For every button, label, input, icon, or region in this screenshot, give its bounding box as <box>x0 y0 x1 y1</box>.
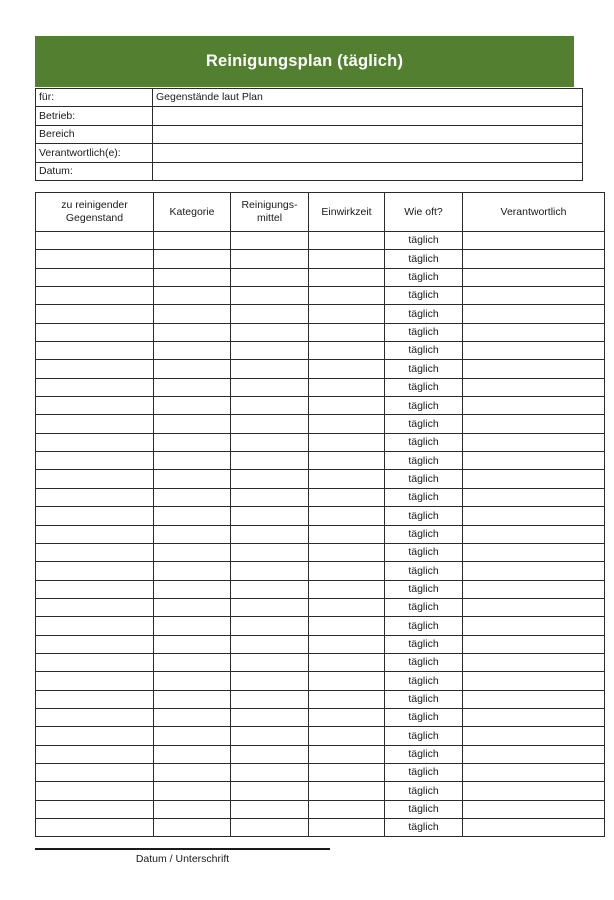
cell-responsible[interactable] <box>463 287 605 305</box>
table-row <box>36 672 605 690</box>
cell-agent[interactable] <box>231 763 309 781</box>
table-row <box>36 433 605 451</box>
table-row <box>36 708 605 726</box>
cell-category[interactable] <box>154 653 231 671</box>
cell-category[interactable] <box>154 819 231 837</box>
cell-often[interactable]: täglich <box>385 360 463 378</box>
cell-agent[interactable] <box>231 287 309 305</box>
signature-caption: Datum / Unterschrift <box>135 853 230 865</box>
cell-responsible[interactable] <box>463 745 605 763</box>
cell-object[interactable] <box>36 745 154 763</box>
header-info-value[interactable] <box>153 162 583 180</box>
header-info-value[interactable] <box>153 125 583 143</box>
cell-category[interactable] <box>154 763 231 781</box>
cell-responsible[interactable] <box>463 415 605 433</box>
cell-category[interactable] <box>154 507 231 525</box>
cell-object[interactable] <box>36 232 154 250</box>
cell-time[interactable] <box>309 250 385 268</box>
column-header-category: Kategorie <box>154 193 231 232</box>
cell-responsible[interactable] <box>463 727 605 745</box>
cell-often[interactable]: täglich <box>385 690 463 708</box>
cleaning-schedule-head <box>36 193 605 232</box>
cell-object[interactable] <box>36 580 154 598</box>
cell-category[interactable] <box>154 782 231 800</box>
header-info-row <box>36 107 583 125</box>
header-info-label: Betrieb: <box>36 107 153 125</box>
cell-category[interactable] <box>154 378 231 396</box>
cell-agent[interactable] <box>231 488 309 506</box>
cell-agent[interactable] <box>231 653 309 671</box>
cell-category[interactable] <box>154 745 231 763</box>
cell-often[interactable]: täglich <box>385 250 463 268</box>
table-row <box>36 342 605 360</box>
header-info-label: Datum: <box>36 162 153 180</box>
cell-often[interactable]: täglich <box>385 727 463 745</box>
table-row <box>36 452 605 470</box>
cell-object[interactable] <box>36 507 154 525</box>
cell-category[interactable] <box>154 525 231 543</box>
table-row <box>36 470 605 488</box>
cell-time[interactable] <box>309 452 385 470</box>
table-row <box>36 323 605 341</box>
table-row <box>36 745 605 763</box>
cell-object[interactable] <box>36 763 154 781</box>
cell-object[interactable] <box>36 617 154 635</box>
cell-category[interactable] <box>154 617 231 635</box>
cell-often[interactable]: täglich <box>385 562 463 580</box>
cell-often[interactable]: täglich <box>385 708 463 726</box>
cell-object[interactable] <box>36 305 154 323</box>
cell-responsible[interactable] <box>463 598 605 616</box>
table-row <box>36 507 605 525</box>
cell-time[interactable] <box>309 287 385 305</box>
cell-responsible[interactable] <box>463 782 605 800</box>
cell-agent[interactable] <box>231 323 309 341</box>
cell-often[interactable]: täglich <box>385 819 463 837</box>
cell-responsible[interactable] <box>463 635 605 653</box>
cell-often[interactable]: täglich <box>385 305 463 323</box>
cell-time[interactable] <box>309 763 385 781</box>
header-info-row <box>36 89 583 107</box>
table-header-row <box>36 193 605 232</box>
cell-object[interactable] <box>36 800 154 818</box>
cell-agent[interactable] <box>231 342 309 360</box>
cell-object[interactable] <box>36 727 154 745</box>
cell-category[interactable] <box>154 727 231 745</box>
cell-object[interactable] <box>36 470 154 488</box>
cell-category[interactable] <box>154 232 231 250</box>
cell-time[interactable] <box>309 580 385 598</box>
cell-responsible[interactable] <box>463 323 605 341</box>
cell-responsible[interactable] <box>463 342 605 360</box>
cell-agent[interactable] <box>231 360 309 378</box>
cell-agent[interactable] <box>231 470 309 488</box>
header-info-body <box>36 89 583 181</box>
cell-responsible[interactable] <box>463 268 605 286</box>
cell-category[interactable] <box>154 250 231 268</box>
column-header-object: zu reinigender Gegenstand <box>36 193 154 232</box>
cell-agent[interactable] <box>231 232 309 250</box>
cell-agent[interactable] <box>231 617 309 635</box>
cell-agent[interactable] <box>231 819 309 837</box>
cell-category[interactable] <box>154 470 231 488</box>
cell-responsible[interactable] <box>463 305 605 323</box>
cell-object[interactable] <box>36 287 154 305</box>
cell-category[interactable] <box>154 672 231 690</box>
cell-time[interactable] <box>309 232 385 250</box>
header-info-label: Verantwortlich(e): <box>36 144 153 162</box>
cell-object[interactable] <box>36 525 154 543</box>
cell-object[interactable] <box>36 562 154 580</box>
cell-agent[interactable] <box>231 690 309 708</box>
cleaning-schedule-table <box>35 192 605 837</box>
cell-responsible[interactable] <box>463 525 605 543</box>
cell-agent[interactable] <box>231 452 309 470</box>
cell-responsible[interactable] <box>463 708 605 726</box>
table-row <box>36 690 605 708</box>
cell-time[interactable] <box>309 617 385 635</box>
cell-agent[interactable] <box>231 268 309 286</box>
cell-often[interactable]: täglich <box>385 342 463 360</box>
cell-time[interactable] <box>309 653 385 671</box>
cell-agent[interactable] <box>231 415 309 433</box>
cell-category[interactable] <box>154 342 231 360</box>
header-info-label: für: <box>36 89 153 107</box>
cell-time[interactable] <box>309 378 385 396</box>
signature-block <box>35 848 330 866</box>
cell-agent[interactable] <box>231 305 309 323</box>
header-info-row <box>36 144 583 162</box>
table-row <box>36 580 605 598</box>
cell-responsible[interactable] <box>463 433 605 451</box>
cell-time[interactable] <box>309 672 385 690</box>
cell-time[interactable] <box>309 800 385 818</box>
table-row <box>36 800 605 818</box>
cell-agent[interactable] <box>231 635 309 653</box>
cell-agent[interactable] <box>231 507 309 525</box>
cell-object[interactable] <box>36 819 154 837</box>
cell-agent[interactable] <box>231 562 309 580</box>
cell-object[interactable] <box>36 397 154 415</box>
table-row <box>36 617 605 635</box>
cell-object[interactable] <box>36 543 154 561</box>
cell-category[interactable] <box>154 543 231 561</box>
cell-object[interactable] <box>36 653 154 671</box>
cleaning-schedule-body <box>36 232 605 837</box>
cell-object[interactable] <box>36 378 154 396</box>
cell-time[interactable] <box>309 305 385 323</box>
table-row <box>36 488 605 506</box>
cell-time[interactable] <box>309 470 385 488</box>
table-row <box>36 378 605 396</box>
cell-often[interactable]: täglich <box>385 763 463 781</box>
cell-time[interactable] <box>309 360 385 378</box>
cell-agent[interactable] <box>231 580 309 598</box>
cell-often[interactable]: täglich <box>385 543 463 561</box>
cell-category[interactable] <box>154 415 231 433</box>
column-header-agent: Reinigungs- mittel <box>231 193 309 232</box>
cell-time[interactable] <box>309 690 385 708</box>
cell-category[interactable] <box>154 635 231 653</box>
cell-often[interactable]: täglich <box>385 397 463 415</box>
cell-agent[interactable] <box>231 250 309 268</box>
cell-object[interactable] <box>36 635 154 653</box>
header-info-row <box>36 162 583 180</box>
cell-responsible[interactable] <box>463 672 605 690</box>
table-row <box>36 635 605 653</box>
table-row <box>36 598 605 616</box>
cell-object[interactable] <box>36 323 154 341</box>
cell-object[interactable] <box>36 415 154 433</box>
cell-often[interactable]: täglich <box>385 672 463 690</box>
cell-responsible[interactable] <box>463 452 605 470</box>
table-row <box>36 782 605 800</box>
cell-time[interactable] <box>309 488 385 506</box>
cell-often[interactable]: täglich <box>385 745 463 763</box>
cell-agent[interactable] <box>231 433 309 451</box>
header-info-table <box>35 88 583 181</box>
cell-responsible[interactable] <box>463 360 605 378</box>
cell-agent[interactable] <box>231 727 309 745</box>
cell-often[interactable]: täglich <box>385 378 463 396</box>
cell-often[interactable]: täglich <box>385 598 463 616</box>
cell-category[interactable] <box>154 800 231 818</box>
header-info-value[interactable]: Gegenstände laut Plan <box>153 89 583 107</box>
cell-object[interactable] <box>36 250 154 268</box>
cell-time[interactable] <box>309 782 385 800</box>
signature-line <box>35 848 330 850</box>
cell-agent[interactable] <box>231 397 309 415</box>
table-row <box>36 763 605 781</box>
header-info-row <box>36 125 583 143</box>
table-row <box>36 397 605 415</box>
table-row <box>36 727 605 745</box>
cell-object[interactable] <box>36 598 154 616</box>
cell-often[interactable]: täglich <box>385 232 463 250</box>
cell-time[interactable] <box>309 397 385 415</box>
cell-agent[interactable] <box>231 745 309 763</box>
cell-responsible[interactable] <box>463 763 605 781</box>
cell-often[interactable]: täglich <box>385 782 463 800</box>
header-info-value[interactable] <box>153 107 583 125</box>
cell-time[interactable] <box>309 635 385 653</box>
cell-responsible[interactable] <box>463 470 605 488</box>
cell-responsible[interactable] <box>463 232 605 250</box>
cell-time[interactable] <box>309 819 385 837</box>
column-header-responsible: Verantwortlich <box>463 193 605 232</box>
cell-agent[interactable] <box>231 782 309 800</box>
cell-agent[interactable] <box>231 708 309 726</box>
cell-time[interactable] <box>309 745 385 763</box>
cell-often[interactable]: täglich <box>385 800 463 818</box>
cell-category[interactable] <box>154 452 231 470</box>
cell-often[interactable]: täglich <box>385 323 463 341</box>
cell-object[interactable] <box>36 488 154 506</box>
cell-object[interactable] <box>36 672 154 690</box>
cell-time[interactable] <box>309 525 385 543</box>
cell-object[interactable] <box>36 268 154 286</box>
header-info-value[interactable] <box>153 144 583 162</box>
cell-often[interactable]: täglich <box>385 580 463 598</box>
page-title: Reinigungsplan (täglich) <box>205 52 404 71</box>
cell-responsible[interactable] <box>463 617 605 635</box>
cell-responsible[interactable] <box>463 397 605 415</box>
cell-often[interactable]: täglich <box>385 617 463 635</box>
table-row <box>36 653 605 671</box>
table-row <box>36 415 605 433</box>
cell-often[interactable]: täglich <box>385 635 463 653</box>
cell-often[interactable]: täglich <box>385 525 463 543</box>
cell-often[interactable]: täglich <box>385 488 463 506</box>
cell-often[interactable]: täglich <box>385 470 463 488</box>
table-row <box>36 543 605 561</box>
cell-agent[interactable] <box>231 672 309 690</box>
cell-responsible[interactable] <box>463 653 605 671</box>
cell-time[interactable] <box>309 507 385 525</box>
cell-object[interactable] <box>36 342 154 360</box>
cell-category[interactable] <box>154 580 231 598</box>
cell-often[interactable]: täglich <box>385 268 463 286</box>
cell-category[interactable] <box>154 433 231 451</box>
cell-time[interactable] <box>309 562 385 580</box>
cell-responsible[interactable] <box>463 690 605 708</box>
cell-often[interactable]: täglich <box>385 287 463 305</box>
column-header-frequency: Wie oft? <box>385 193 463 232</box>
cell-time[interactable] <box>309 598 385 616</box>
table-row <box>36 819 605 837</box>
table-row <box>36 305 605 323</box>
cell-responsible[interactable] <box>463 543 605 561</box>
cell-responsible[interactable] <box>463 562 605 580</box>
cell-time[interactable] <box>309 415 385 433</box>
cell-object[interactable] <box>36 360 154 378</box>
cell-time[interactable] <box>309 727 385 745</box>
cell-object[interactable] <box>36 433 154 451</box>
table-row <box>36 525 605 543</box>
cell-responsible[interactable] <box>463 378 605 396</box>
cell-often[interactable]: täglich <box>385 433 463 451</box>
cell-category[interactable] <box>154 323 231 341</box>
cell-agent[interactable] <box>231 525 309 543</box>
table-row <box>36 250 605 268</box>
cell-often[interactable]: täglich <box>385 415 463 433</box>
cell-often[interactable]: täglich <box>385 653 463 671</box>
cell-time[interactable] <box>309 342 385 360</box>
cell-time[interactable] <box>309 543 385 561</box>
cell-category[interactable] <box>154 690 231 708</box>
cell-object[interactable] <box>36 782 154 800</box>
cell-category[interactable] <box>154 562 231 580</box>
cell-responsible[interactable] <box>463 800 605 818</box>
cell-responsible[interactable] <box>463 580 605 598</box>
table-row <box>36 232 605 250</box>
cell-agent[interactable] <box>231 800 309 818</box>
cell-responsible[interactable] <box>463 488 605 506</box>
cell-category[interactable] <box>154 268 231 286</box>
cell-object[interactable] <box>36 690 154 708</box>
column-header-time: Einwirkzeit <box>309 193 385 232</box>
cell-category[interactable] <box>154 360 231 378</box>
cell-agent[interactable] <box>231 543 309 561</box>
table-row <box>36 287 605 305</box>
cell-category[interactable] <box>154 397 231 415</box>
cell-category[interactable] <box>154 598 231 616</box>
cell-category[interactable] <box>154 708 231 726</box>
cell-time[interactable] <box>309 433 385 451</box>
cell-category[interactable] <box>154 287 231 305</box>
cell-time[interactable] <box>309 268 385 286</box>
cell-agent[interactable] <box>231 378 309 396</box>
table-row <box>36 562 605 580</box>
cell-often[interactable]: täglich <box>385 507 463 525</box>
cell-responsible[interactable] <box>463 819 605 837</box>
header-info-label: Bereich <box>36 125 153 143</box>
cell-object[interactable] <box>36 708 154 726</box>
cell-category[interactable] <box>154 305 231 323</box>
table-row <box>36 268 605 286</box>
table-row <box>36 360 605 378</box>
cell-often[interactable]: täglich <box>385 452 463 470</box>
cell-agent[interactable] <box>231 598 309 616</box>
cell-category[interactable] <box>154 488 231 506</box>
cell-time[interactable] <box>309 708 385 726</box>
cell-time[interactable] <box>309 323 385 341</box>
cell-responsible[interactable] <box>463 507 605 525</box>
cell-object[interactable] <box>36 452 154 470</box>
cell-responsible[interactable] <box>463 250 605 268</box>
document-title-banner <box>35 36 574 87</box>
